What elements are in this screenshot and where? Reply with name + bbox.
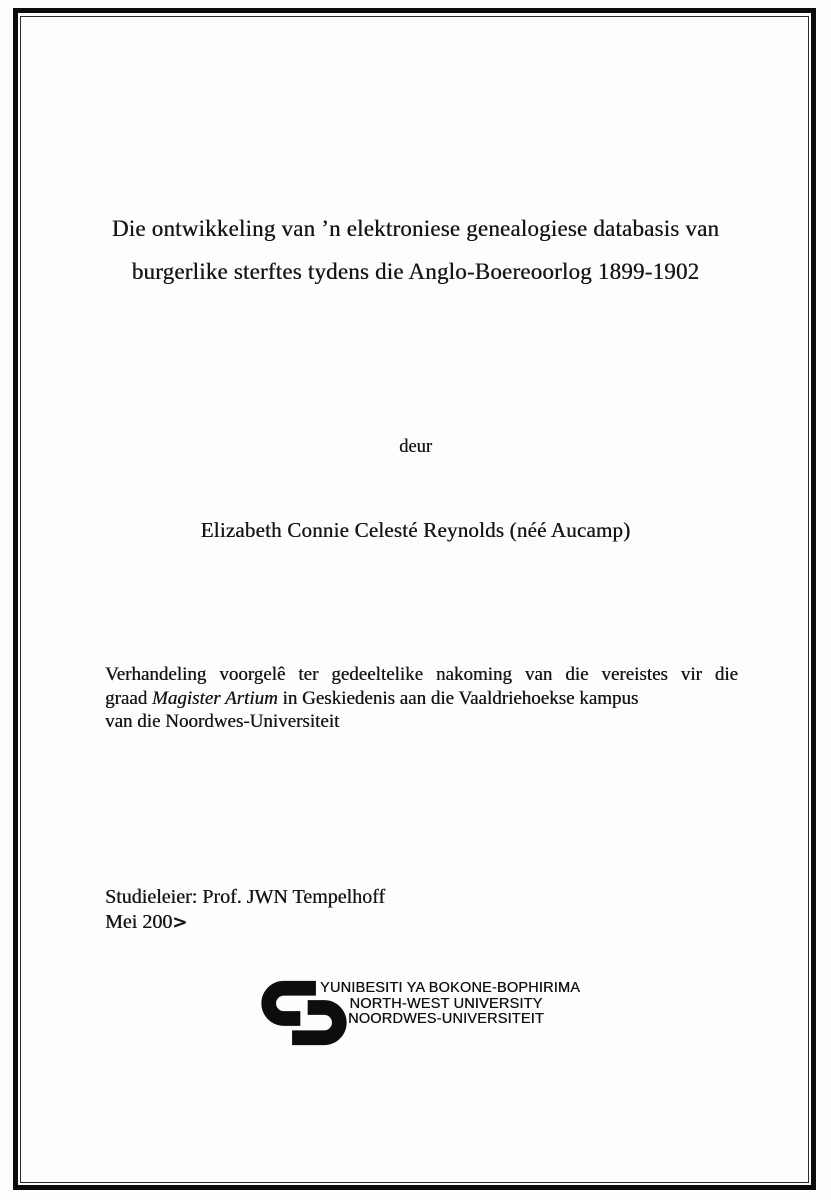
title-line-1: Die ontwikkeling van ’n elektroniese genealogiese databasis van: [111, 216, 720, 241]
date-text: Mei 200: [105, 911, 173, 933]
nwu-logo-line-english: NORTH-WEST UNIVERSITY: [349, 995, 543, 1012]
supervisor-line: Studieleier: Prof. JWN Tempelhoff: [105, 886, 386, 908]
byline-preposition: deur: [399, 437, 432, 457]
title-line-2: burgerlike sterftes tydens die Anglo-Boereoorlog 1899-1902: [131, 259, 700, 284]
nwu-logo-line-setswana: YUNIBESITI YA BOKONE-BOPHIRIMA: [320, 980, 581, 996]
supervisor-date-block: [105, 885, 385, 935]
date-line: [105, 910, 385, 935]
degree-statement-line-3: van die Noordwes-Universiteit: [105, 711, 340, 732]
nwu-logo-wordmark: [320, 980, 581, 1028]
degree-statement-line-2: [105, 687, 738, 711]
thesis-title: [60, 207, 771, 293]
date-year-glyph: >: [172, 912, 188, 933]
degree-statement-line-2-pre: graad: [105, 687, 152, 709]
nwu-logo-line-afrikaans: NOORDWES-UNIVERSITEIT: [348, 1011, 544, 1028]
degree-statement: [105, 663, 738, 734]
degree-name-italic: Magister Artium: [151, 687, 278, 709]
author-name: Elizabeth Connie Celesté Reynolds (néé Aucamp): [200, 518, 631, 542]
degree-statement-line-1: Verhandeling voorgelê ter gedeeltelike nakoming van die vereistes vir die: [105, 664, 738, 685]
degree-statement-line-2-post: in Geskiedenis aan die Vaaldriehoekse kampus: [277, 687, 639, 709]
